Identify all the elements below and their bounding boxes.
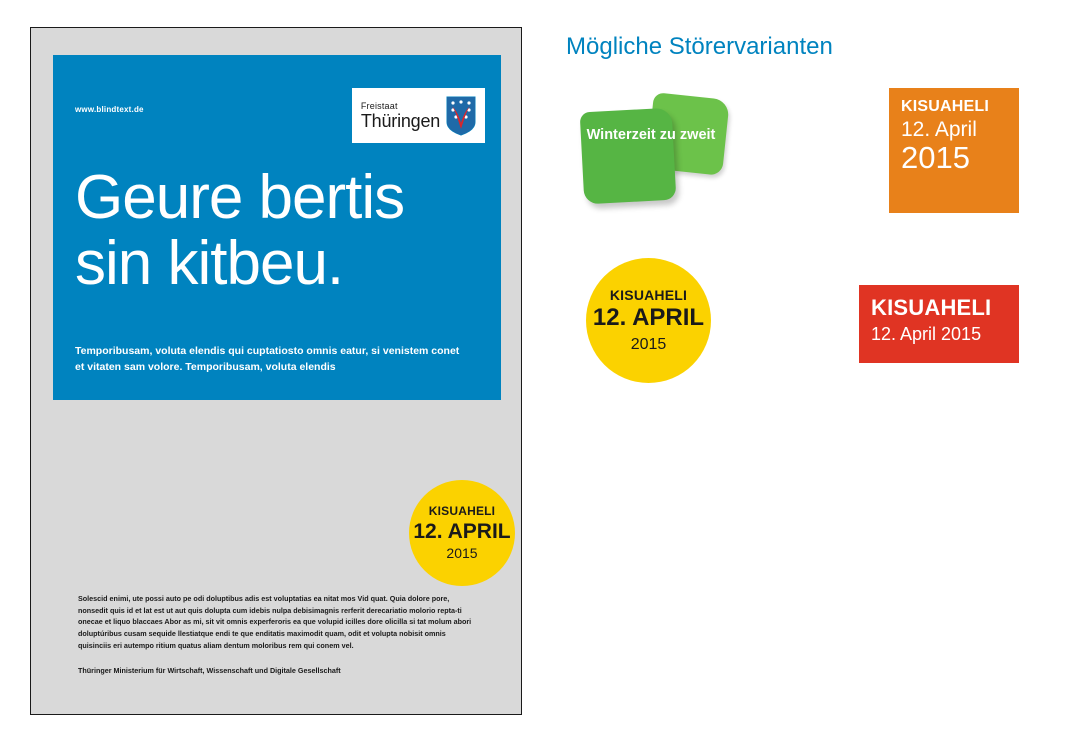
variant-red-line2: 12. April 2015 <box>871 324 982 345</box>
poster-subcopy: Temporibusam, voluta elendis qui cuptatiosto omnis eatur, si venistem conet et vitaten sam volore. Temporibusam, voluta elendis <box>75 345 460 374</box>
section-title: Mögliche Störervarianten <box>566 33 833 60</box>
pillow-label: Winterzeit zu zweit <box>586 127 716 143</box>
pillow-front-icon <box>580 108 677 205</box>
poster-body-text: Solescid enimi, ute possi auto pe odi doluptibus adis est voluptatias ea nitat mos Vid quat. Quia dolore pore, nonsedit quis id et lat est ut aut quis dolupta cum idebis nulpa debisimagnis rerferit derecariatio molorio repta-ti onecae et liquo blaccaes Abor as mi, sit vit omnis experferoris ea que volupid icilles dore olicilla si tat molum abori doluptúribus cusam sequide llestiatque endi te que enditatis maximodit quam, odit et volupta nobisit omnis quisinciis eri autempo ritium quatus aliam dentum moloribus rem qui conem vel. <box>78 594 472 650</box>
poster-footer-text: Thüringer Ministerium für Wirtschaft, Wissenschaft und Digitale Gesellschaft <box>78 666 341 675</box>
variant-circle-line2: 12. APRIL <box>592 304 705 332</box>
variant-orange-line1: KISUAHELI <box>901 98 990 115</box>
logo-big-text: Thüringen <box>360 110 441 131</box>
poster-sticker-line2: 12. APRIL <box>413 519 511 543</box>
poster-sticker-line1: KISUAHELI <box>428 503 496 518</box>
logo-small-text: Freistaat <box>360 100 398 111</box>
poster-page <box>30 27 522 715</box>
variant-circle-line3: 2015 <box>630 335 667 353</box>
variant-circle-line1: KISUAHELI <box>609 286 688 303</box>
poster-headline: Geure bertis sin kitbeu. <box>75 163 405 299</box>
variant-orange-line2: 12. April <box>901 117 977 141</box>
poster-sticker-line3: 2015 <box>446 544 478 561</box>
variant-orange-square <box>889 88 1019 213</box>
poster-header-block <box>53 55 501 400</box>
pillows-variant <box>572 88 752 228</box>
poster-date-sticker <box>409 480 515 586</box>
variant-red-line1: KISUAHELI <box>871 295 992 320</box>
variant-yellow-circle <box>586 258 711 383</box>
thuringia-coat-of-arms-icon <box>446 96 476 136</box>
thuringia-logo <box>352 88 485 143</box>
variant-orange-line3: 2015 <box>901 140 970 176</box>
logo-wordmark <box>361 102 440 130</box>
poster-url: www.blindtext.de <box>75 105 144 114</box>
variant-red-rectangle <box>859 285 1019 363</box>
